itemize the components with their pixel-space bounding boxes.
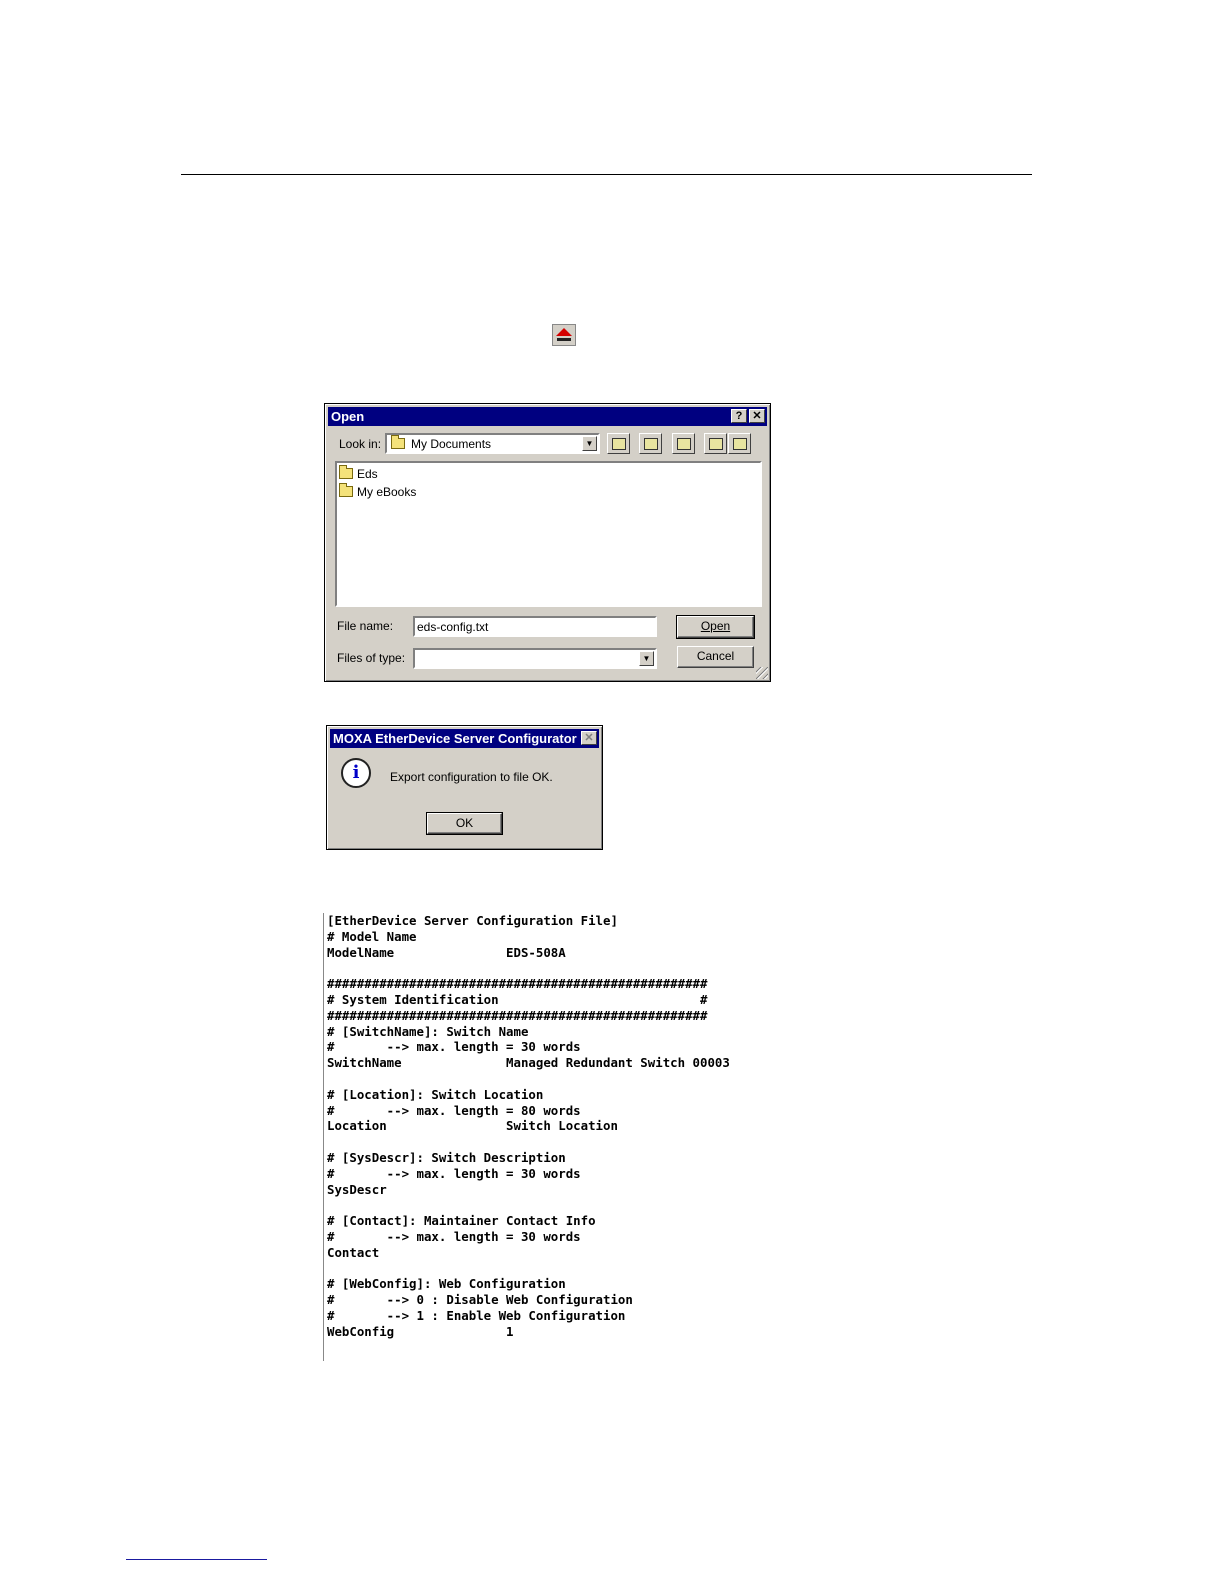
message-dialog-title: MOXA EtherDevice Server Configurator — [333, 731, 577, 746]
list-item[interactable]: Eds — [339, 466, 378, 482]
new-folder-button[interactable] — [672, 433, 695, 454]
cancel-button[interactable]: Cancel — [677, 646, 754, 668]
chevron-down-icon[interactable]: ▼ — [582, 436, 597, 451]
message-dialog — [326, 725, 603, 850]
open-dialog-title: Open — [331, 409, 365, 424]
open-dialog-titlebar[interactable] — [328, 407, 767, 426]
message-dialog-titlebar[interactable] — [330, 729, 599, 748]
file-list[interactable] — [335, 461, 762, 607]
details-view-button[interactable] — [728, 433, 751, 454]
export-icon — [552, 324, 576, 346]
go-to-desktop-button[interactable] — [639, 433, 662, 454]
chevron-down-icon[interactable]: ▼ — [639, 651, 654, 666]
folder-icon — [339, 486, 353, 497]
folder-icon — [339, 468, 353, 479]
help-button[interactable]: ? — [731, 409, 747, 423]
header-rule — [181, 174, 1032, 175]
open-button[interactable]: Open — [677, 616, 754, 638]
folder-icon — [391, 438, 405, 449]
file-name-field[interactable]: eds-config.txt — [413, 616, 657, 637]
ok-button[interactable]: OK — [427, 813, 502, 834]
file-name-label: File name: — [337, 619, 394, 633]
up-one-level-button[interactable] — [607, 433, 630, 454]
look-in-label: Look in: — [339, 437, 382, 451]
footer-rule — [126, 1559, 267, 1560]
look-in-value: My Documents — [411, 437, 492, 451]
files-of-type-select[interactable] — [413, 648, 657, 669]
close-button[interactable]: ✕ — [581, 731, 597, 745]
files-of-type-label: Files of type: — [337, 651, 406, 665]
list-view-button[interactable] — [704, 433, 727, 454]
close-button[interactable]: ✕ — [749, 409, 765, 423]
look-in-select[interactable] — [385, 433, 600, 454]
open-dialog — [324, 403, 771, 682]
resize-grip-icon[interactable] — [756, 667, 768, 679]
config-file-text: [EtherDevice Server Configuration File] # Model Name ModelName EDS-508A ################################################### # System Identification # ################################################### # [SwitchName]: Switch Name # --> max. length = 30 words SwitchName Managed Redundant Switch 00003 # [Location]: Switch Location # --> max. length = 80 words Location Switch Location # [SysDescr]: Switch Description # --> max. length = 30 words SysDescr # [Contact]: Maintainer Contact Info # --> max. length = 30 words Contact # [WebConfig]: Web Configuration # --> 0 : Disable Web Configuration # --> 1 : Enable Web Configuration WebConfig 1 — [327, 913, 730, 1339]
info-icon: i — [341, 758, 371, 788]
message-text: Export configuration to file OK. — [390, 770, 553, 784]
list-item[interactable]: My eBooks — [339, 484, 416, 500]
config-file-listing — [323, 913, 783, 1361]
